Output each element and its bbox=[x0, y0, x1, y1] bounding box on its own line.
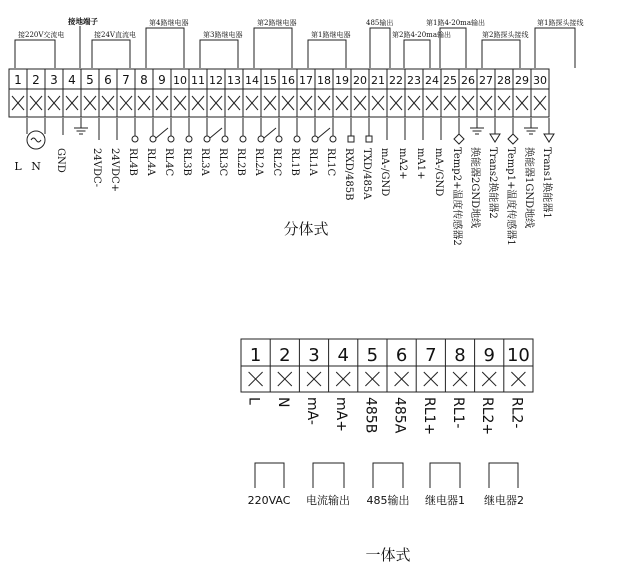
relay3-contacts bbox=[186, 118, 228, 142]
terminal-screw-icon bbox=[66, 96, 78, 110]
terminal-screw-icon bbox=[138, 96, 150, 110]
terminal-label: mA-/GND bbox=[379, 148, 390, 197]
terminal-label: RL4A bbox=[145, 148, 156, 176]
terminal-label: 24VDC+ bbox=[109, 148, 120, 192]
terminal-label: RL1C bbox=[325, 148, 336, 177]
group-label-ma2: 第2路4-20ma输出 bbox=[392, 31, 451, 39]
terminal-number: 28 bbox=[497, 74, 511, 87]
terminal-number: 5 bbox=[366, 345, 379, 366]
terminal-screw-icon bbox=[444, 96, 456, 110]
terminal-label: TXD/485A bbox=[361, 148, 372, 200]
terminal-number: 2 bbox=[279, 345, 291, 366]
terminal-label: RL1A bbox=[307, 148, 318, 176]
terminal-label: Temp2+温度传感器2 bbox=[451, 147, 462, 246]
terminal-number: 24 bbox=[425, 74, 439, 87]
terminal-label: 485B bbox=[362, 397, 379, 434]
terminal-label: L bbox=[14, 160, 22, 173]
terminal-number: 27 bbox=[479, 74, 493, 87]
terminal-number: 3 bbox=[50, 73, 58, 87]
terminal-number: 7 bbox=[425, 345, 437, 366]
terminal-screw-icon bbox=[120, 96, 132, 110]
terminal-label: mA+ bbox=[333, 397, 350, 432]
terminal-label: RL3C bbox=[217, 148, 228, 177]
terminal-label: N bbox=[274, 397, 291, 408]
terminal-number: 8 bbox=[140, 73, 148, 87]
ground-icon bbox=[470, 118, 484, 134]
terminal-screw-icon bbox=[516, 96, 528, 110]
terminal-label: RL2- bbox=[508, 397, 525, 429]
terminal-number: 4 bbox=[337, 345, 349, 366]
group-label-probe2: 第2路探头接线 bbox=[482, 31, 529, 39]
terminal-number: 21 bbox=[371, 74, 385, 87]
terminal-screw-icon bbox=[336, 372, 350, 386]
terminal-label: mA2+ bbox=[397, 148, 408, 180]
terminal-screw-icon bbox=[426, 96, 438, 110]
terminal-screw-icon bbox=[511, 372, 525, 386]
terminal-number: 7 bbox=[122, 73, 130, 87]
terminal-screw-icon bbox=[228, 96, 240, 110]
terminal-screw-icon bbox=[30, 96, 42, 110]
integrated-group-485-output: 485输出 bbox=[366, 494, 410, 507]
terminal-screw-icon bbox=[102, 96, 114, 110]
terminal-screw-icon bbox=[84, 96, 96, 110]
ground-terminal-label: 接地端子 bbox=[68, 17, 98, 26]
terminal-label: RL3A bbox=[199, 148, 210, 176]
terminal-screw-icon bbox=[278, 372, 292, 386]
terminal-screw-icon bbox=[498, 96, 510, 110]
terminal-number: 4 bbox=[68, 73, 76, 87]
group-label-relay2: 第2路继电器 bbox=[257, 19, 297, 27]
terminal-screw-icon bbox=[408, 96, 420, 110]
terminal-number: 19 bbox=[335, 74, 349, 87]
terminal-label: mA-/GND bbox=[433, 148, 444, 197]
terminal-label: mA1+ bbox=[415, 148, 426, 180]
group-label-relay4: 第4路继电器 bbox=[149, 19, 189, 27]
terminal-label: RL4C bbox=[163, 148, 174, 177]
terminal-number: 5 bbox=[86, 73, 94, 87]
integrated-group-current-output: 电流输出 bbox=[306, 494, 350, 507]
terminal-screw-icon bbox=[390, 96, 402, 110]
terminal-label: Trans2换能器2 bbox=[487, 147, 498, 219]
terminal-screw-icon bbox=[48, 96, 60, 110]
group-label-relay1: 第1路继电器 bbox=[311, 31, 351, 39]
terminal-label: RL2A bbox=[253, 148, 264, 176]
terminal-label: GND bbox=[55, 148, 66, 173]
terminal-label: 换能器1GND地线 bbox=[523, 147, 534, 229]
terminal-label: L bbox=[245, 397, 262, 405]
terminal-label: mA- bbox=[304, 397, 320, 425]
terminal-screw-icon bbox=[192, 96, 204, 110]
terminal-number: 2 bbox=[32, 73, 40, 87]
terminal-screw-icon bbox=[534, 96, 546, 110]
terminal-number: 23 bbox=[407, 74, 421, 87]
terminal-screw-icon bbox=[246, 96, 258, 110]
terminal-screw-icon bbox=[264, 96, 276, 110]
terminal-number: 1 bbox=[249, 345, 262, 366]
split-terminal-strip bbox=[9, 69, 549, 117]
terminal-screw-icon bbox=[480, 96, 492, 110]
integrated-group-relay2: 继电器2 bbox=[484, 494, 524, 507]
terminal-label: Temp1+温度传感器1 bbox=[505, 147, 516, 246]
terminal-number: 1 bbox=[14, 73, 22, 87]
terminal-screw-icon bbox=[318, 96, 330, 110]
terminal-number: 3 bbox=[308, 345, 320, 366]
integrated-group-relay1: 继电器1 bbox=[425, 494, 465, 507]
terminal-number: 13 bbox=[227, 74, 241, 87]
terminal-number: 9 bbox=[483, 345, 495, 366]
integrated-group-220vac: 220VAC bbox=[247, 494, 291, 507]
group-label-ma1: 第1路4-20ma输出 bbox=[426, 19, 485, 27]
terminal-label: RL2B bbox=[235, 148, 246, 176]
terminal-screw-icon bbox=[300, 96, 312, 110]
terminal-screw-icon bbox=[424, 372, 438, 386]
group-label-220v: 接220V交流电 bbox=[18, 31, 65, 39]
terminal-label: RL3B bbox=[181, 148, 192, 176]
integrated-group-brackets bbox=[255, 463, 518, 488]
terminal-number: 25 bbox=[443, 74, 457, 87]
terminal-number: 15 bbox=[263, 74, 277, 87]
terminal-number: 26 bbox=[461, 74, 475, 87]
terminal-label: 485A bbox=[391, 397, 408, 434]
terminal-screw-icon bbox=[462, 96, 474, 110]
group-label-485: 485输出 bbox=[366, 19, 394, 27]
terminal-number: 18 bbox=[317, 74, 331, 87]
terminal-screw-icon bbox=[174, 96, 186, 110]
integrated-terminal-strip bbox=[241, 339, 533, 392]
relay1-contacts bbox=[294, 118, 336, 142]
terminal-screw-icon bbox=[395, 372, 409, 386]
group-label-probe1: 第1路探头接线 bbox=[537, 19, 584, 27]
integrated-terminal-labels bbox=[246, 397, 525, 435]
terminal-label: 换能器2GND地线 bbox=[469, 147, 480, 229]
relay4-contacts bbox=[132, 118, 174, 142]
terminal-number: 12 bbox=[209, 74, 223, 87]
group-label-relay3: 第3路继电器 bbox=[203, 31, 243, 39]
relay2-contacts bbox=[240, 118, 282, 142]
terminal-label: RL1B bbox=[289, 148, 300, 176]
terminal-number: 6 bbox=[104, 73, 112, 87]
terminal-number: 9 bbox=[158, 73, 166, 87]
terminal-screw-icon bbox=[12, 96, 24, 110]
group-label-24v: 接24V直流电 bbox=[94, 31, 136, 39]
terminal-number: 10 bbox=[506, 345, 530, 366]
terminal-number: 8 bbox=[454, 345, 466, 366]
terminal-number: 14 bbox=[245, 74, 259, 87]
terminal-screw-icon bbox=[282, 96, 294, 110]
terminal-screw-icon bbox=[365, 372, 379, 386]
integrated-type-caption: 一体式 bbox=[365, 546, 411, 564]
terminal-number: 10 bbox=[173, 74, 187, 87]
terminal-number: 16 bbox=[281, 74, 295, 87]
terminal-label: RL2C bbox=[271, 148, 282, 177]
terminal-label: Trans1换能器1 bbox=[541, 147, 552, 219]
split-type-caption: 分体式 bbox=[283, 220, 329, 238]
terminal-number: 20 bbox=[353, 74, 367, 87]
ground-icon bbox=[524, 118, 538, 134]
terminal-number: 30 bbox=[533, 74, 547, 87]
terminal-screw-icon bbox=[482, 372, 496, 386]
terminal-number: 6 bbox=[395, 345, 408, 366]
terminal-number: 22 bbox=[389, 74, 403, 87]
ground-icon bbox=[74, 118, 88, 134]
terminal-screw-icon bbox=[307, 372, 321, 386]
split-symbols bbox=[27, 118, 554, 149]
terminal-label: 24VDC- bbox=[91, 148, 102, 187]
terminal-number: 11 bbox=[191, 74, 205, 87]
terminal-screw-icon bbox=[354, 96, 366, 110]
terminal-label: N bbox=[31, 160, 41, 173]
terminal-label: RL4B bbox=[127, 148, 138, 176]
terminal-label: RL1+ bbox=[420, 397, 437, 436]
terminal-number: 17 bbox=[299, 74, 313, 87]
terminal-label: RL1- bbox=[450, 397, 466, 429]
terminal-label: RXD/485B bbox=[343, 148, 354, 201]
terminal-screw-icon bbox=[453, 372, 467, 386]
terminal-number: 29 bbox=[515, 74, 529, 87]
terminal-screw-icon bbox=[210, 96, 222, 110]
terminal-screw-icon bbox=[156, 96, 168, 110]
terminal-screw-icon bbox=[336, 96, 348, 110]
terminal-label: RL2+ bbox=[479, 397, 496, 436]
terminal-screw-icon bbox=[249, 372, 263, 386]
terminal-screw-icon bbox=[372, 96, 384, 110]
